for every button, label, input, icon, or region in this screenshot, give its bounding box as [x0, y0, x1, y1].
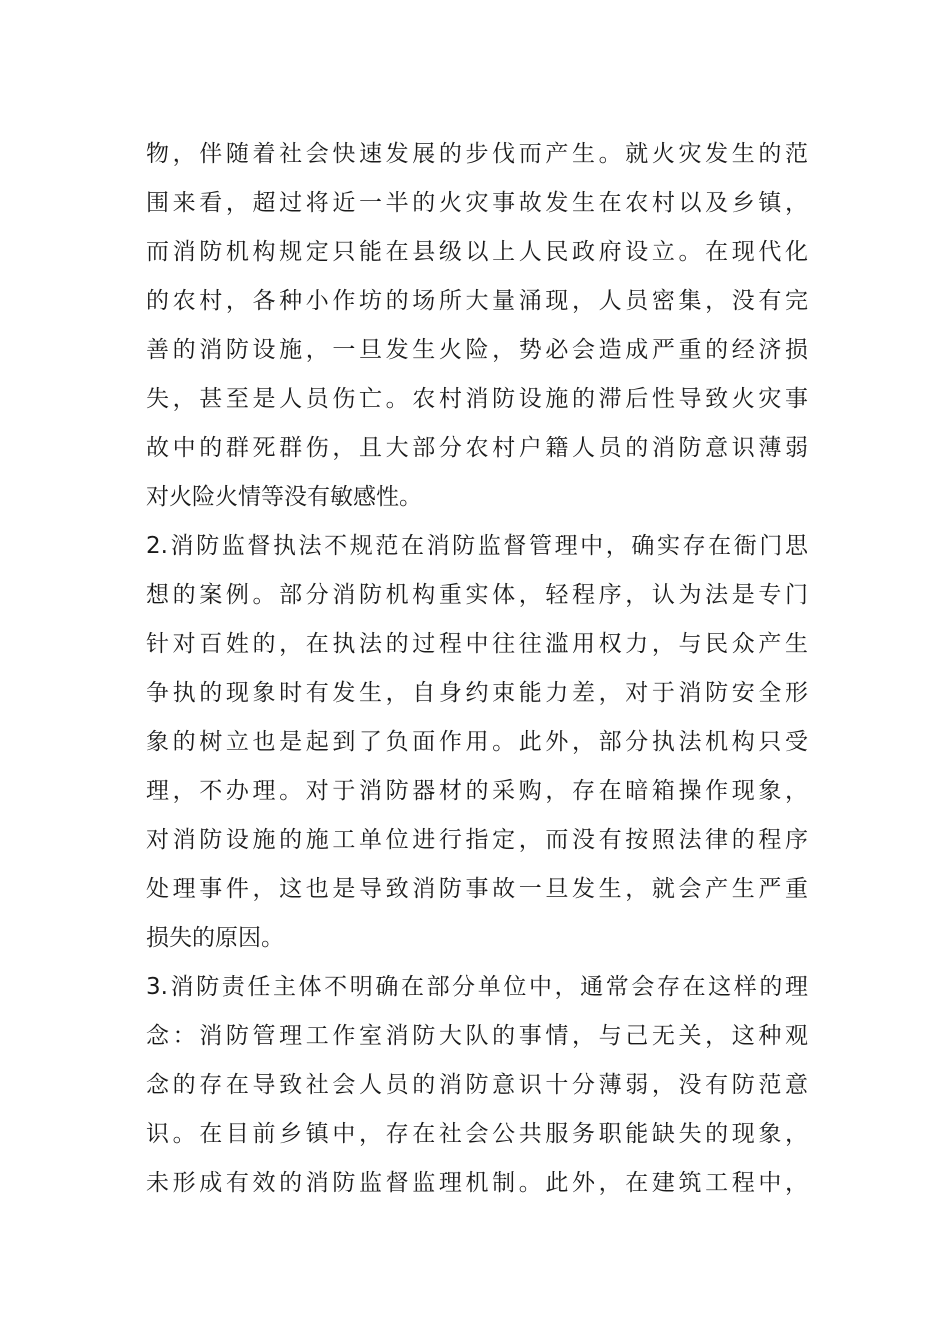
text-line: 善的消防设施，一旦发生火险，势必会造成严重的经济损 — [146, 337, 808, 363]
text-line: 理，不办理。对于消防器材的采购，存在暗箱操作现象， — [146, 778, 808, 804]
text-line: 处理事件，这也是导致消防事故一旦发生，就会产生严重 — [146, 876, 808, 902]
section-heading-line: 3.消防责任主体不明确在部分单位中，通常会存在这样的理 — [146, 974, 808, 1000]
text-line: 的农村，各种小作坊的场所大量涌现，人员密集，没有完 — [146, 288, 808, 314]
text-line: 未形成有效的消防监督监理机制。此外，在建筑工程中， — [146, 1170, 808, 1196]
body-text — [146, 130, 808, 1208]
text-line: 争执的现象时有发生，自身约束能力差，对于消防安全形 — [146, 680, 808, 706]
text-line: 故中的群死群伤，且大部分农村户籍人员的消防意识薄弱 — [146, 435, 808, 461]
text-line: 针对百姓的，在执法的过程中往往滥用权力，与民众产生 — [146, 631, 808, 657]
text-line: 围来看，超过将近一半的火灾事故发生在农村以及乡镇， — [146, 190, 808, 216]
paragraph-end-line: 损失的原因。 — [146, 925, 284, 951]
text-line: 对消防设施的施工单位进行指定，而没有按照法律的程序 — [146, 827, 808, 853]
text-line: 念的存在导致社会人员的消防意识十分薄弱，没有防范意 — [146, 1072, 808, 1098]
text-line: 而消防机构规定只能在县级以上人民政府设立。在现代化 — [146, 239, 808, 265]
text-line: 念：消防管理工作室消防大队的事情，与己无关，这种观 — [146, 1023, 808, 1049]
text-line: 想的案例。部分消防机构重实体，轻程序，认为法是专门 — [146, 582, 808, 608]
text-line: 失，甚至是人员伤亡。农村消防设施的滞后性导致火灾事 — [146, 386, 808, 412]
text-line: 识。在目前乡镇中，存在社会公共服务职能缺失的现象， — [146, 1121, 808, 1147]
text-line: 象的树立也是起到了负面作用。此外，部分执法机构只受 — [146, 729, 808, 755]
section-heading-line: 2.消防监督执法不规范在消防监督管理中，确实存在衙门思 — [146, 533, 808, 559]
text-line: 物，伴随着社会快速发展的步伐而产生。就火灾发生的范 — [146, 141, 808, 167]
paragraph-end-line: 对火险火情等没有敏感性。 — [146, 484, 422, 510]
